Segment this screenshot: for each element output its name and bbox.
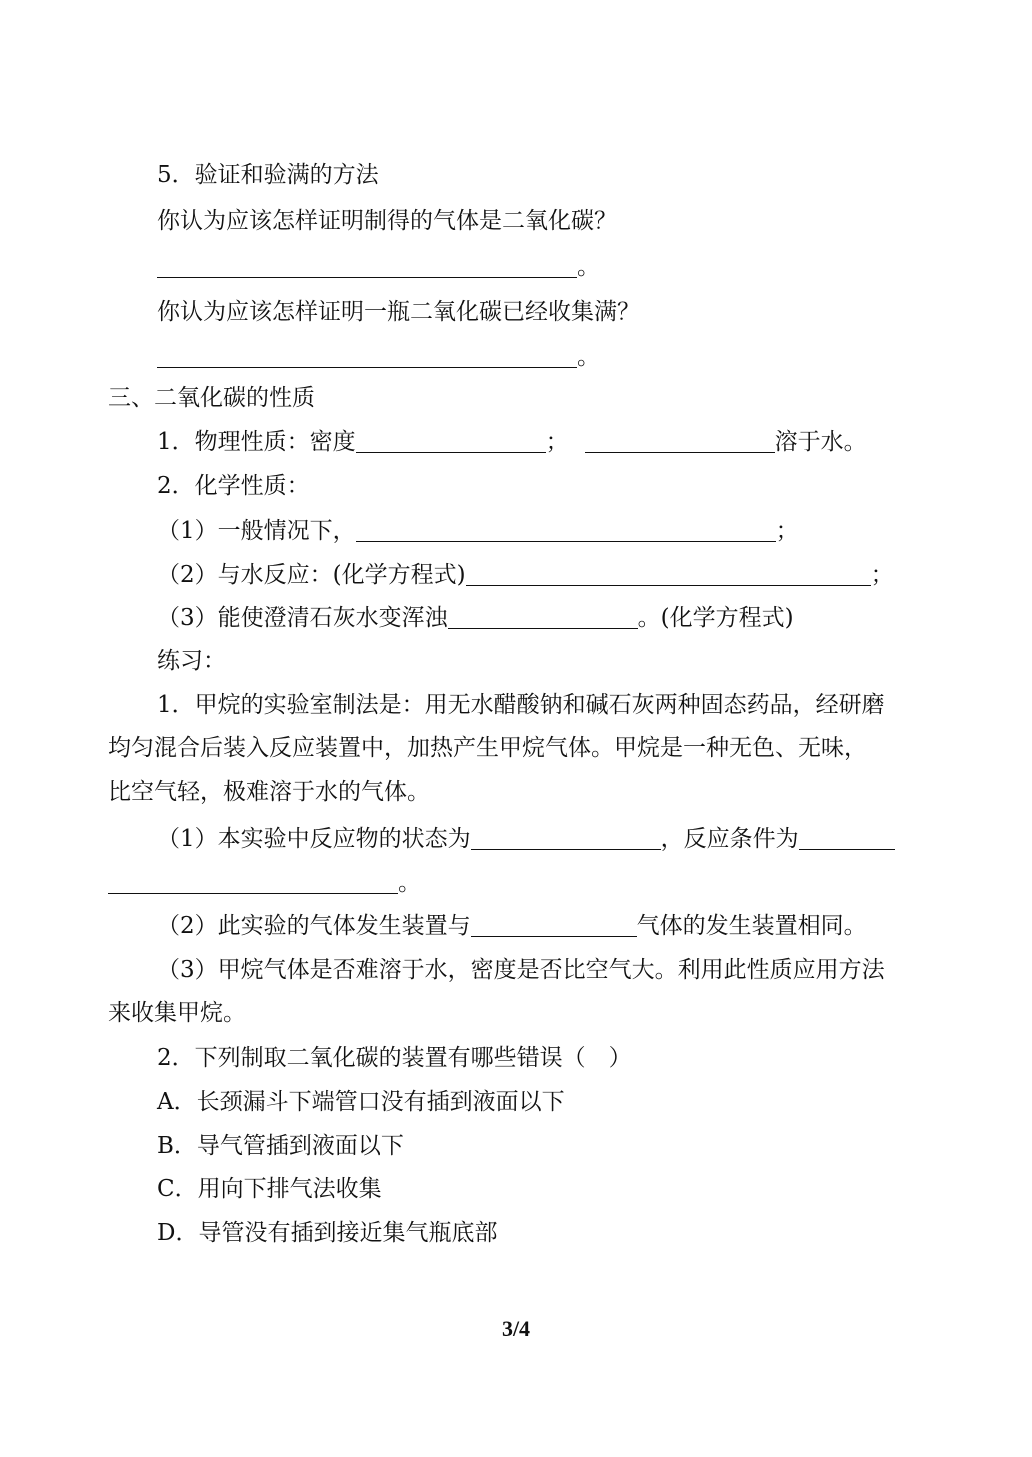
equation-blank[interactable]	[466, 563, 871, 586]
question-check-full: 你认为应该怎样证明一瓶二氧化碳已经收集满？	[157, 299, 640, 325]
item-label: 气体的发生装置相同。	[636, 913, 867, 939]
equation-blank[interactable]	[448, 606, 638, 629]
period: 。	[398, 870, 421, 896]
practice-1-sub-3-line-1: （3）甲烷气体是否难溶于水，密度是否比空气大。利用此性质应用方法	[157, 957, 885, 983]
practice-1-text-line-1: 1．甲烷的实验室制法是：用无水醋酸钠和碱石灰两种固态药品，经研磨	[157, 692, 885, 718]
chemical-item-2	[157, 560, 894, 590]
practice-1-sub-1	[157, 824, 895, 854]
practice-1-text-line-3: 比空气轻，极难溶于水的气体。	[108, 779, 430, 805]
practice-1-sub-2	[157, 911, 867, 941]
practice-1-text-line-2: 均匀混合后装入反应装置中，加热产生甲烷气体。甲烷是一种无色、无味，	[108, 735, 867, 761]
density-blank[interactable]	[356, 430, 546, 453]
answer-line-full	[157, 342, 600, 372]
condition-blank[interactable]	[799, 827, 895, 850]
chemical-item-3	[157, 603, 794, 633]
option-a: A．长颈漏斗下端管口没有插到液面以下	[157, 1089, 565, 1115]
answer-blank[interactable]	[157, 255, 577, 278]
option-c: C．用向下排气法收集	[157, 1176, 382, 1202]
solubility-blank[interactable]	[585, 430, 775, 453]
practice-1-sub-3-line-2: 来收集甲烷。	[108, 1000, 246, 1026]
semicolon: ；	[775, 518, 799, 544]
question-verify-co2: 你认为应该怎样证明制得的气体是二氧化碳？	[157, 208, 617, 234]
option-b: B．导气管插到液面以下	[157, 1133, 404, 1159]
item-label: （1）本实验中反应物的状态为	[157, 826, 471, 852]
solubility-label: 溶于水。	[774, 429, 867, 455]
chemical-properties-heading: 2．化学性质：	[157, 473, 310, 499]
item-label: （2）此实验的气体发生装置与	[157, 913, 471, 939]
practice-1-sub-1-cont	[108, 868, 421, 898]
answer-line-verify	[157, 252, 600, 282]
item-label: （1）一般情况下，	[157, 518, 356, 544]
option-d: D．导管没有插到接近集气瓶底部	[157, 1220, 498, 1246]
state-blank[interactable]	[471, 827, 661, 850]
item-label: （3）能使澄清石灰水变浑浊	[157, 605, 448, 631]
condition-blank-cont[interactable]	[108, 871, 398, 894]
item-label: ，反应条件为	[660, 826, 799, 852]
chemical-item-1	[157, 516, 799, 546]
physical-properties-line	[157, 427, 867, 457]
semicolon: ；	[870, 562, 894, 588]
section-5-heading: 5．验证和验满的方法	[157, 162, 379, 188]
item-label: （2）与水反应：(化学方程式)	[157, 562, 466, 588]
semicolon: ；	[545, 429, 569, 455]
period: 。	[577, 254, 600, 280]
gas-blank[interactable]	[471, 914, 637, 937]
answer-blank[interactable]	[356, 519, 776, 542]
page-number: 3/4	[501, 1316, 531, 1341]
physical-label: 1．物理性质：密度	[157, 429, 356, 455]
practice-heading: 练习：	[157, 648, 226, 674]
practice-2-question: 2．下列制取二氧化碳的装置有哪些错误（ ）	[157, 1045, 632, 1071]
item-suffix: 。(化学方程式)	[637, 605, 794, 631]
answer-blank[interactable]	[157, 345, 577, 368]
period: 。	[577, 344, 600, 370]
section-3-heading: 三、二氧化碳的性质	[108, 385, 315, 411]
